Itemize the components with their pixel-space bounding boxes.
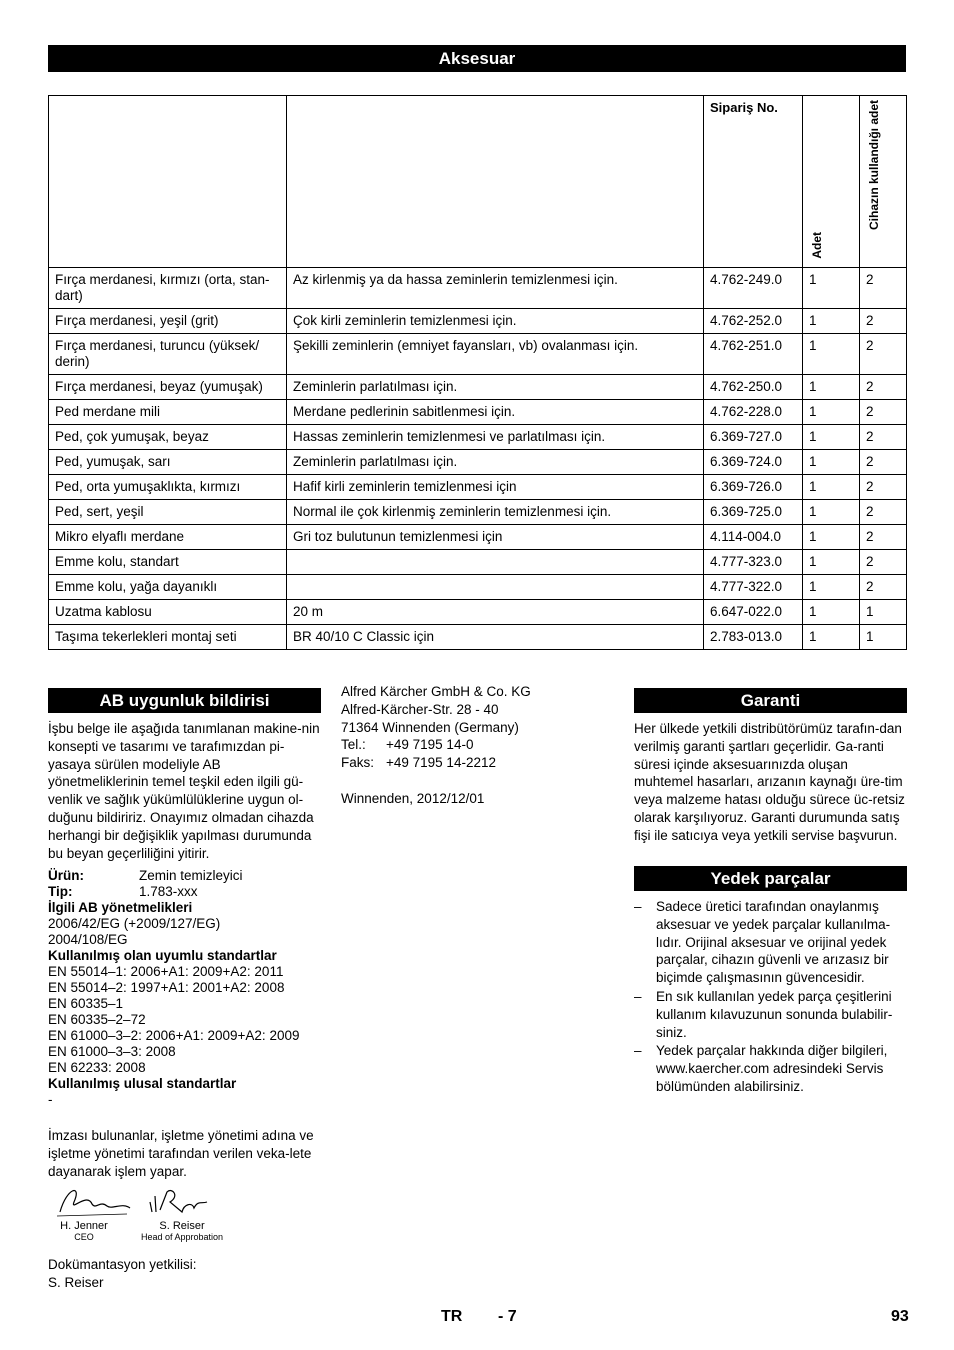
table-cell: 2 <box>860 500 907 525</box>
garanti-text: Her ülkede yetkili distribütörümüz tarafın-dan verilmiş garanti şartları geçerlidir. Ga-ranti süresi içinde aksesuarınızda oluşan muhtemel hasarları, arızanın kaynağı üre-tim veya malzeme hatası olduğu sürece üc-retsiz olarak karşılıyoruz. Garanti durumunda satış fişi ile satıcıya veya yetkili servise başvurun. <box>634 721 905 843</box>
table-row <box>49 575 907 600</box>
table-row <box>49 550 907 575</box>
accessories-table <box>48 95 907 650</box>
table-cell: Fırça merdanesi, beyaz (yumuşak) <box>49 375 287 400</box>
table-cell: 4.762-249.0 <box>704 268 803 309</box>
directive-item: 2006/42/EG (+2009/127/EG) <box>48 916 221 931</box>
table-row <box>49 334 907 375</box>
table-cell: Fırça merdanesi, yeşil (grit) <box>49 309 287 334</box>
footer-local-page: - 7 <box>498 1308 517 1325</box>
table-cell: Fırça merdanesi, kırmızı (orta, stan-dart) <box>49 268 287 309</box>
table-cell <box>287 575 704 600</box>
table-cell: 1 <box>803 268 860 309</box>
standard-item: EN 61000–3–3: 2008 <box>48 1044 176 1059</box>
table-row <box>49 400 907 425</box>
doc-responsible: Dokümantasyon yetkilisi: S. Reiser <box>48 1257 197 1290</box>
table-cell: Zeminlerin parlatılması için. <box>287 450 704 475</box>
table-cell: Taşıma tekerlekleri montaj seti <box>49 625 287 650</box>
table-cell: 2.783-013.0 <box>704 625 803 650</box>
product-line: Ürün: Zemin temizleyici <box>48 868 243 883</box>
table-cell: 1 <box>803 450 860 475</box>
table-cell: Fırça merdanesi, turuncu (yüksek/ derin) <box>49 334 287 375</box>
table-cell: 1 <box>803 400 860 425</box>
table-header-row <box>49 96 907 268</box>
ab-intro: İşbu belge ile aşağıda tanımlanan makine-nin konsepti ve tasarımı ve tarafımızdan pi-yasaya sürülen modeliyle AB yönetmeliklerinin temel teşkil eden ilgili gü-venlik ve sağlık yükümlülüklerine uygun ol-duğunu bildiririz. Onayımız olmadan cihazda herhangi bir değişiklik yapılması durumunda bu beyan geçerliliğini yitirir. <box>48 721 320 861</box>
table-row <box>49 268 907 309</box>
table-cell: 2 <box>860 400 907 425</box>
table-cell: 2 <box>860 309 907 334</box>
table-cell: Ped, yumuşak, sarı <box>49 450 287 475</box>
table-cell: 1 <box>803 500 860 525</box>
table-cell: 1 <box>803 575 860 600</box>
table-cell: 2 <box>860 334 907 375</box>
table-cell: Şekilli zeminlerin (emniyet fayansları, vb) ovalanması için. <box>287 334 704 375</box>
standard-item: EN 61000–3–2: 2006+A1: 2009+A2: 2009 <box>48 1028 300 1043</box>
table-cell: Emme kolu, yağa dayanıklı <box>49 575 287 600</box>
table-cell: Hafif kirli zeminlerin temizlenmesi için <box>287 475 704 500</box>
table-cell: 4.777-322.0 <box>704 575 803 600</box>
company-address: Alfred Kärcher GmbH & Co. KG Alfred-Kärcher-Str. 28 - 40 71364 Winnenden (Germany) Tel.: +49 7195 14-0 Faks: +49 7195 14-2212 Winnenden, 2012/12/01 <box>341 683 621 808</box>
footer-page-number: 93 <box>891 1308 909 1325</box>
table-cell: Az kirlenmiş ya da hassa zeminlerin temizlenmesi için. <box>287 268 704 309</box>
standard-item: EN 55014–2: 1997+A1: 2001+A2: 2008 <box>48 980 285 995</box>
section-title-yedek: Yedek parçalar <box>634 866 907 891</box>
table-cell: 1 <box>803 425 860 450</box>
national-title: Kullanılmış ulusal standartlar <box>48 1076 237 1091</box>
table-row <box>49 525 907 550</box>
yedek-list <box>634 898 910 1096</box>
table-cell: 2 <box>860 550 907 575</box>
table-cell: Zeminlerin parlatılması için. <box>287 375 704 400</box>
table-cell: 2 <box>860 268 907 309</box>
table-cell: Çok kirli zeminlerin temizlenmesi için. <box>287 309 704 334</box>
table-cell: 4.762-252.0 <box>704 309 803 334</box>
type-line: Tip: 1.783-xxx <box>48 884 198 899</box>
table-cell: 2 <box>860 375 907 400</box>
header-order-no: Sipariş No. <box>704 96 803 268</box>
table-cell: Ped, orta yumuşaklıkta, kırmızı <box>49 475 287 500</box>
signer-1: H. Jenner CEO <box>60 1220 108 1242</box>
table-cell: 4.777-323.0 <box>704 550 803 575</box>
national-value: - <box>48 1092 53 1107</box>
table-cell: Emme kolu, standart <box>49 550 287 575</box>
table-cell: Mikro elyaflı merdane <box>49 525 287 550</box>
ab-details <box>48 868 328 1108</box>
list-item: – Sadece üretici tarafından onaylanmış aksesuar ve yedek parçalar kullanılma-lıdır. Orijinal aksesuar ve orijinal yedek parçalar, cihazın güvenli ve arızasız bir biçimde çalışmasının güvencesidir. <box>634 898 910 987</box>
yedek-list-wrap <box>634 898 910 1097</box>
table-cell: 1 <box>803 625 860 650</box>
table-cell: 4.762-228.0 <box>704 400 803 425</box>
table-row <box>49 309 907 334</box>
table-cell: 4.762-250.0 <box>704 375 803 400</box>
table-cell: 2 <box>860 425 907 450</box>
table-cell: 1 <box>860 625 907 650</box>
table-cell <box>287 550 704 575</box>
table-row <box>49 500 907 525</box>
section-title-ab: AB uygunluk bildirisi <box>48 688 321 713</box>
table-cell: Normal ile çok kirlenmiş zeminlerin temizlenmesi için. <box>287 500 704 525</box>
table-cell: 6.369-724.0 <box>704 450 803 475</box>
footer-lang: TR <box>441 1308 463 1325</box>
table-cell: 1 <box>803 525 860 550</box>
header-device-qty: Cihazın kullandığı adet <box>860 96 907 268</box>
table-cell: Merdane pedlerinin sabitlenmesi için. <box>287 400 704 425</box>
table-cell: 4.762-251.0 <box>704 334 803 375</box>
table-cell: BR 40/10 C Classic için <box>287 625 704 650</box>
section-title-aksesuar: Aksesuar <box>48 45 906 72</box>
signers-text: İmzası bulunanlar, işletme yönetimi adına ve işletme yönetimi tarafından verilen veka-lete dayanarak işlem yapar. <box>48 1128 314 1179</box>
header-name <box>49 96 287 268</box>
header-description <box>287 96 704 268</box>
table-cell: Ped, çok yumuşak, beyaz <box>49 425 287 450</box>
table-cell: 6.369-726.0 <box>704 475 803 500</box>
section-title-garanti: Garanti <box>634 688 907 713</box>
table-cell: 2 <box>860 525 907 550</box>
standards-title: Kullanılmış olan uyumlu standartlar <box>48 948 277 963</box>
table-cell: 1 <box>803 309 860 334</box>
table-cell: 1 <box>860 600 907 625</box>
table-row <box>49 625 907 650</box>
table-cell: 1 <box>803 475 860 500</box>
standard-item: EN 60335–1 <box>48 996 124 1011</box>
table-cell: Uzatma kablosu <box>49 600 287 625</box>
table-cell: 4.114-004.0 <box>704 525 803 550</box>
signatures-image <box>52 1182 222 1222</box>
list-item: – Yedek parçalar hakkında diğer bilgileri, www.kaercher.com adresindeki Servis bölümünden alabilirsiniz. <box>634 1042 910 1095</box>
table-cell: 2 <box>860 575 907 600</box>
table-cell: Gri toz bulutunun temizlenmesi için <box>287 525 704 550</box>
standard-item: EN 55014–1: 2006+A1: 2009+A2: 2011 <box>48 964 284 979</box>
list-item: – En sık kullanılan yedek parça çeşitlerini kullanım kılavuzunun sonunda bulabilir-siniz. <box>634 988 910 1041</box>
table-cell: 1 <box>803 600 860 625</box>
standard-item: EN 62233: 2008 <box>48 1060 146 1075</box>
signer-2: S. Reiser Head of Approbation <box>140 1220 224 1242</box>
table-cell: 2 <box>860 475 907 500</box>
table-cell: 1 <box>803 375 860 400</box>
directive-item: 2004/108/EG <box>48 932 128 947</box>
standard-item: EN 60335–2–72 <box>48 1012 146 1027</box>
table-row <box>49 450 907 475</box>
table-cell: Ped merdane mili <box>49 400 287 425</box>
table-cell: Hassas zeminlerin temizlenmesi ve parlatılması için. <box>287 425 704 450</box>
table-cell: 6.369-727.0 <box>704 425 803 450</box>
table-cell: 20 m <box>287 600 704 625</box>
table-cell: Ped, sert, yeşil <box>49 500 287 525</box>
directives-title: İlgili AB yönetmelikleri <box>48 900 193 915</box>
table-cell: 6.647-022.0 <box>704 600 803 625</box>
table-row <box>49 475 907 500</box>
table-row <box>49 425 907 450</box>
table-row <box>49 600 907 625</box>
header-qty: Adet <box>803 96 860 268</box>
table-cell: 2 <box>860 450 907 475</box>
table-cell: 1 <box>803 334 860 375</box>
table-cell: 1 <box>803 550 860 575</box>
table-row <box>49 375 907 400</box>
place-date: Winnenden, 2012/12/01 <box>341 790 485 806</box>
table-cell: 6.369-725.0 <box>704 500 803 525</box>
